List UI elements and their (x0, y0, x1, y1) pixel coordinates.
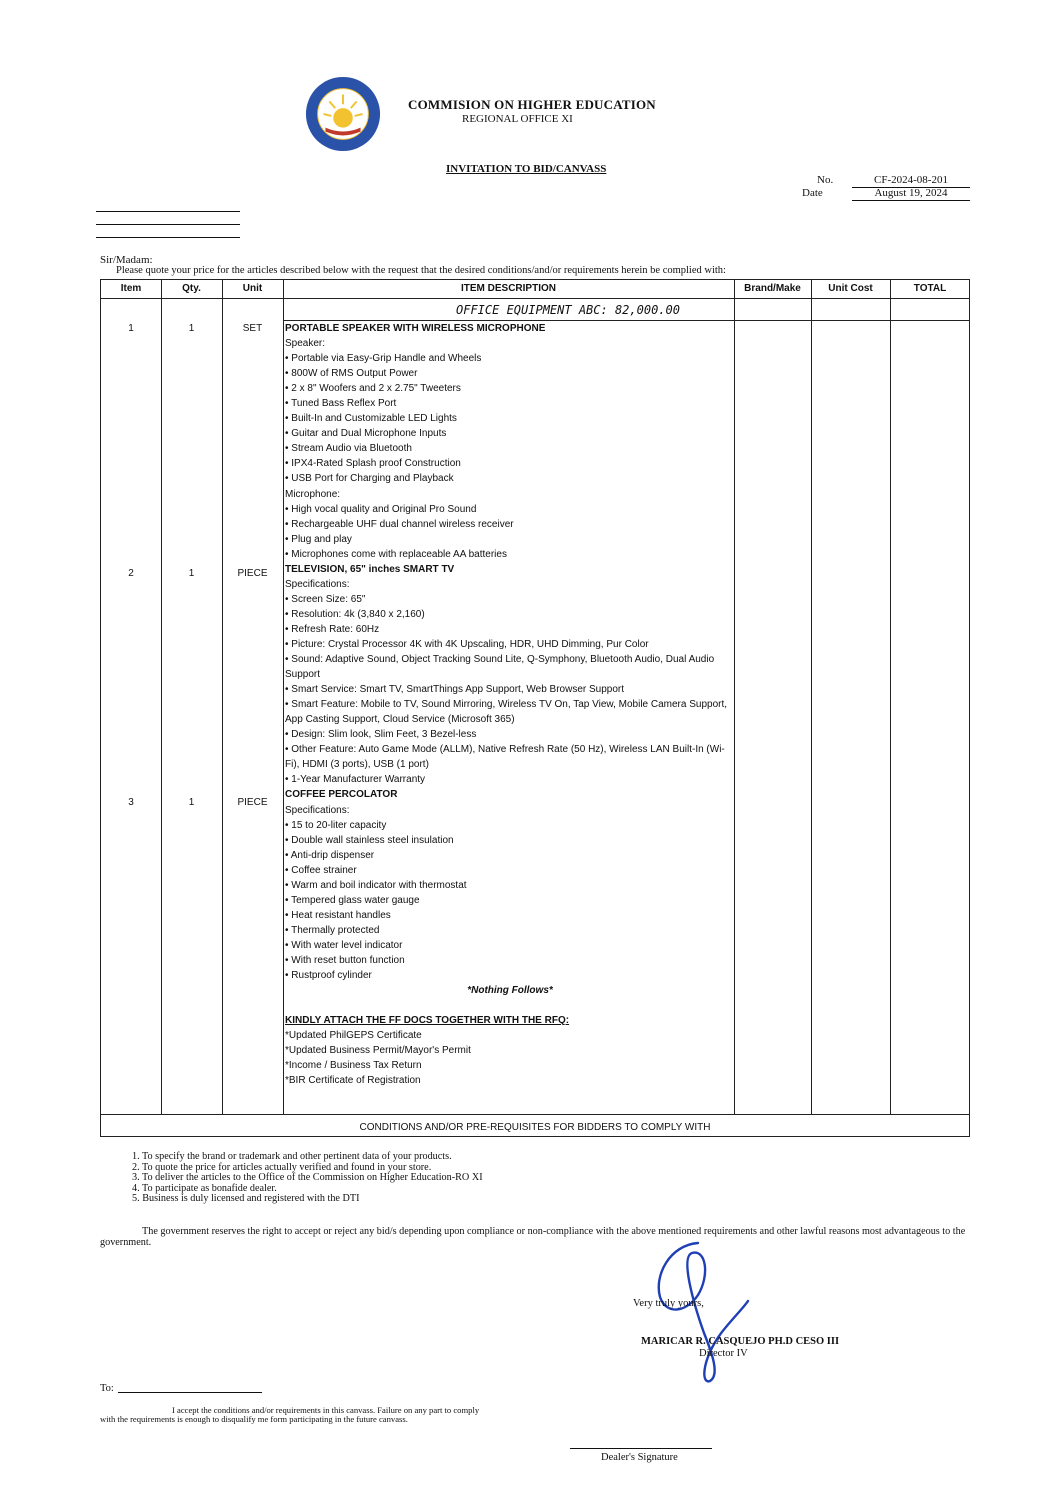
spec-line: • Anti-drip dispenser (285, 849, 375, 861)
item-3-title: COFFEE PERCOLATOR (285, 789, 398, 801)
acceptance-line-1: I accept the conditions and/or requirements in this canvass. Failure on any part to comply (172, 1405, 480, 1415)
address-line-2 (96, 224, 240, 225)
spec-line: • Plug and play (285, 533, 352, 545)
organization-name: COMMISION ON HIGHER EDUCATION (408, 97, 656, 112)
spec-line: • Heat resistant handles (285, 909, 391, 921)
acceptance-statement (100, 1406, 479, 1424)
spec-line: Specifications: (285, 578, 350, 590)
spec-line: • Stream Audio via Bluetooth (285, 443, 412, 455)
spec-line: • Smart Feature: Mobile to TV, Sound Mirroring, Wireless TV On, Tap View, Mobile Camera Support, App Casting Support, Cloud Service (Microsoft 365) (285, 699, 728, 726)
row-1-qty: 1 (188, 323, 195, 334)
spec-line: • 2 x 8" Woofers and 2 x 2.75" Tweeters (285, 383, 461, 395)
spec-line: • Design: Slim look, Slim Feet, 3 Bezel-less (285, 729, 477, 741)
header-qty: Qty. (182, 283, 201, 294)
row-3-qty: 1 (188, 797, 195, 808)
spec-line: • Smart Service: Smart TV, SmartThings App Support, Web Browser Support (285, 684, 625, 696)
header-total: TOTAL (913, 283, 947, 294)
spec-line: • Portable via Easy-Grip Handle and Wheels (285, 353, 482, 365)
spec-line: • Resolution: 4k (3,840 x 2,160) (285, 608, 425, 620)
header-brand-make: Brand/Make (744, 283, 801, 294)
header-item: Item (120, 283, 142, 294)
spec-line: • Other Feature: Auto Game Mode (ALLM), Native Refresh Rate (50 Hz), Wireless LAN Built-In (Wi-Fi), HDMI (3 ports), USB (1 port) (285, 744, 725, 771)
spec-line: • Guitar and Dual Microphone Inputs (285, 428, 447, 440)
item-1-title: PORTABLE SPEAKER WITH WIRELESS MICROPHONE (285, 323, 546, 334)
dealer-signature-label: Dealer's Signature (601, 1452, 678, 1463)
row-3-unit: PIECE (237, 797, 268, 808)
row-1-unit: SET (242, 323, 263, 334)
spec-line: • Rechargeable UHF dual channel wireless receiver (285, 518, 514, 530)
spec-line: • High vocal quality and Original Pro Sound (285, 503, 477, 515)
number-label: No. (817, 174, 834, 186)
items-table (100, 279, 970, 1137)
attach-item: *Updated PhilGEPS Certificate (285, 1030, 422, 1042)
header-unit-cost: Unit Cost (828, 283, 873, 294)
spec-line: • Double wall stainless steel insulation (285, 834, 454, 846)
handwritten-signature (640, 1235, 750, 1385)
handwritten-abc-note: OFFICE EQUIPMENT ABC: 82,000.00 (456, 303, 680, 317)
attach-docs-title: KINDLY ATTACH THE FF DOCS TOGETHER WITH THE RFQ: (285, 1015, 570, 1027)
address-line-3 (96, 237, 240, 238)
item-2-title: TELEVISION, 65" inches SMART TV (285, 563, 455, 575)
attach-item: *Updated Business Permit/Mayor's Permit (285, 1045, 471, 1057)
to-blank-line (118, 1392, 262, 1393)
row-1-item: 1 (128, 323, 134, 334)
spec-line: Speaker: (285, 338, 326, 350)
spec-line: • Coffee strainer (285, 864, 357, 876)
condition-item: 2. To quote the price for articles actually verified and found in your store. (132, 1161, 432, 1173)
header-unit: Unit (242, 283, 263, 294)
date-value: August 19, 2024 (852, 187, 970, 201)
spec-line: • Warm and boil indicator with thermostat (285, 879, 467, 891)
attach-item: *BIR Certificate of Registration (285, 1075, 421, 1087)
spec-line: • Screen Size: 65" (285, 593, 366, 605)
nothing-follows: *Nothing Follows* (467, 985, 553, 997)
spec-line: • With water level indicator (285, 939, 403, 951)
row-2-item: 2 (128, 568, 134, 579)
attach-item: *Income / Business Tax Return (285, 1060, 422, 1072)
to-label: To: (100, 1383, 114, 1394)
row-3-item: 3 (128, 797, 134, 808)
conditions-list (132, 1152, 483, 1205)
spec-line: • Microphones come with replaceable AA batteries (285, 548, 507, 560)
closing-text: Very truly yours, (633, 1298, 704, 1309)
spec-line: • 800W of RMS Output Power (285, 368, 418, 380)
spec-line: • Built-In and Customizable LED Lights (285, 413, 457, 425)
spec-line: • Refresh Rate: 60Hz (285, 623, 380, 635)
number-value: CF-2024-08-201 (852, 174, 970, 188)
conditions-header: CONDITIONS AND/OR PRE-REQUISITES FOR BIDDERS TO COMPLY WITH (359, 1122, 711, 1133)
spec-line: • Tuned Bass Reflex Port (285, 398, 397, 410)
item-description-column (285, 321, 735, 1088)
row-2-qty: 1 (188, 568, 195, 579)
regional-office: REGIONAL OFFICE XI (462, 113, 573, 125)
spec-line: • Thermally protected (285, 924, 380, 936)
signatory-name: MARICAR R. CASQUEJO PH.D CESO III (641, 1336, 840, 1347)
spec-line: • Picture: Crystal Processor 4K with 4K Upscaling, HDR, UHD Dimming, Pur Color (285, 638, 649, 650)
spec-line: • 15 to 20-liter capacity (285, 819, 387, 831)
dealer-signature-line (570, 1448, 712, 1449)
header-item-description: ITEM DESCRIPTION (460, 283, 556, 294)
document-title: INVITATION TO BID/CANVASS (446, 163, 607, 175)
condition-item: 4. To participate as bonafide dealer. (132, 1182, 277, 1194)
spec-line: • USB Port for Charging and Playback (285, 473, 454, 485)
spec-line: • 1-Year Manufacturer Warranty (285, 774, 426, 786)
instruction-text: Please quote your price for the articles described below with the request that the desired conditions/and/or requirements herein be complied with: (116, 265, 726, 276)
spec-line: • IPX4-Rated Splash proof Construction (285, 458, 461, 470)
condition-item: 3. To deliver the articles to the Office of the Commission on Higher Education-RO XI (132, 1172, 483, 1184)
spec-line: Specifications: (285, 804, 350, 816)
salutation: Sir/Madam: (100, 254, 153, 266)
condition-item: 1. To specify the brand or trademark and other pertinent data of your products. (132, 1151, 452, 1162)
spec-line: • Rustproof cylinder (285, 970, 372, 982)
address-line-1 (96, 211, 240, 212)
acceptance-line-2: with the requirements is enough to disqualify me form participating in the future canvass. (100, 1414, 408, 1424)
signatory-position: Director IV (699, 1348, 748, 1359)
government-reserves-paragraph: The government reserves the right to accept or reject any bid/s depending upon compliance or non-compliance with the above mentioned requirements and other lawful reasons most advantageous to the government. (100, 1226, 966, 1248)
spec-line: Microphone: (285, 488, 341, 500)
condition-item: 5. Business is duly licensed and registered with the DTI (132, 1193, 360, 1205)
spec-line: • Tempered glass water gauge (285, 894, 420, 906)
date-label: Date (802, 187, 823, 199)
row-2-unit: PIECE (237, 568, 268, 579)
spec-line: • With reset button function (285, 954, 405, 966)
commission-seal-logo (304, 75, 382, 153)
spec-line: • Sound: Adaptive Sound, Object Tracking Sound Lite, Q-Symphony, Bluetooth Audio, Dual Audio Support (285, 654, 715, 681)
